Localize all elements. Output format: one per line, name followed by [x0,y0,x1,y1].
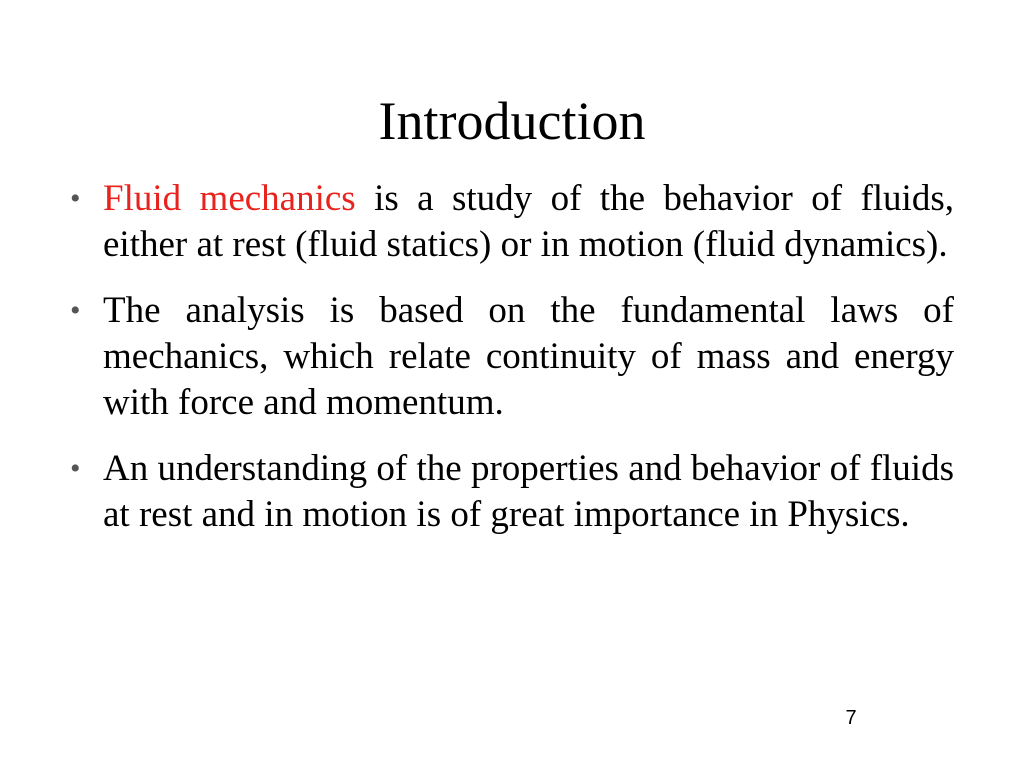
bullet-icon: • [70,182,81,215]
bullet-icon: • [70,452,81,485]
bullet-text: is a study of the behavior of fluids, either at rest (fluid statics) or in motion (fluid dynamics). [103,178,954,265]
bullet-item [70,446,954,538]
page-number: 7 [845,707,857,729]
slide-title: Introduction [378,91,646,151]
bullet-list [70,176,954,558]
bullet-item [70,288,954,426]
highlighted-term: Fluid mechanics [103,178,356,219]
bullet-text: The analysis is based on the fundamental laws of mechanics, which relate continuity of mass and energy with force and momentum. [103,290,954,423]
bullet-icon: • [70,294,81,327]
bullet-item [70,176,954,268]
bullet-text: An understanding of the properties and behavior of fluids at rest and in motion is of great importance in Physics. [103,448,954,535]
